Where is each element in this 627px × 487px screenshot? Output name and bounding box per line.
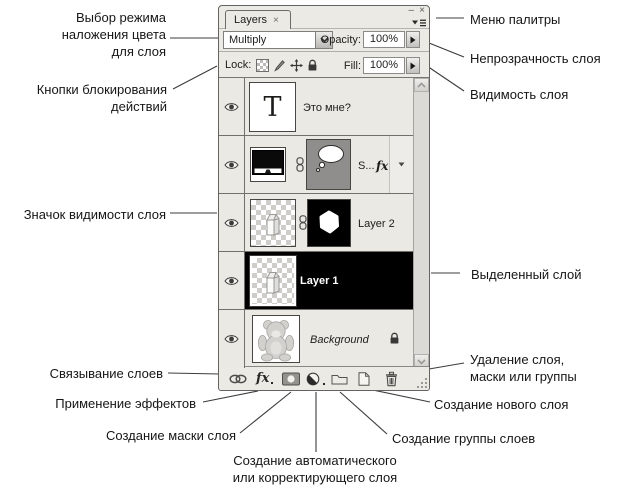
play-arrow-icon bbox=[410, 36, 416, 44]
cube-mask-art bbox=[308, 200, 350, 246]
fill-input[interactable]: 100% bbox=[363, 57, 405, 74]
brush-icon bbox=[273, 59, 286, 72]
minimize-button[interactable]: – bbox=[408, 5, 414, 16]
menu-triangle-lines-icon bbox=[411, 18, 427, 28]
lock-transparency-button[interactable] bbox=[255, 58, 270, 72]
fill-label: Fill: bbox=[343, 60, 361, 72]
layer-name[interactable]: Background bbox=[310, 334, 369, 346]
chain-icon bbox=[229, 374, 247, 384]
callout-create-adjustment: Создание автоматического или корректирующего слоя bbox=[232, 453, 398, 485]
layer-name[interactable]: Layer 2 bbox=[358, 218, 395, 230]
opacity-input[interactable]: 100% bbox=[363, 31, 405, 48]
panel-footer bbox=[219, 366, 429, 390]
mask-link-icon[interactable] bbox=[299, 215, 307, 230]
new-group-button[interactable] bbox=[331, 373, 348, 385]
eye-cell[interactable] bbox=[219, 252, 245, 309]
fx-expand-button[interactable] bbox=[389, 136, 413, 193]
carton-art bbox=[262, 267, 284, 295]
callout-layer-visibility: Видимость слоя bbox=[470, 87, 569, 102]
layer-thumbnail[interactable] bbox=[250, 199, 296, 247]
layer-row-shape-fx[interactable] bbox=[219, 136, 413, 194]
new-layer-button[interactable] bbox=[358, 372, 370, 386]
mask-thumbnail[interactable] bbox=[306, 139, 351, 190]
tab-title: Layers bbox=[234, 14, 268, 26]
mask-thumbnail[interactable] bbox=[307, 199, 351, 247]
callout-delete-layer: Удаление слоя, маски или группы bbox=[470, 352, 577, 384]
carton-art bbox=[262, 209, 284, 237]
adjustment-circle-icon bbox=[306, 372, 321, 386]
scrollbar[interactable] bbox=[413, 78, 429, 368]
blend-options-row bbox=[219, 29, 429, 51]
move-icon bbox=[290, 59, 303, 72]
lock-label: Lock: bbox=[225, 59, 252, 71]
tab-close-icon[interactable]: × bbox=[273, 14, 279, 26]
eye-icon[interactable] bbox=[224, 276, 239, 286]
layer-row-layer1-selected[interactable] bbox=[219, 252, 413, 310]
adjustment-layer-button[interactable] bbox=[306, 372, 325, 386]
layer-thumbnail[interactable] bbox=[250, 147, 286, 182]
callout-apply-effects: Применение эффектов bbox=[55, 396, 196, 411]
eye-icon[interactable] bbox=[224, 102, 239, 112]
scroll-up-button[interactable] bbox=[414, 78, 429, 92]
layer-thumbnail[interactable] bbox=[249, 82, 296, 132]
tab-layers[interactable] bbox=[225, 10, 291, 29]
layer-row-layer2[interactable] bbox=[219, 194, 413, 252]
eye-icon[interactable] bbox=[224, 218, 239, 228]
fx-badge[interactable]: fx bbox=[376, 159, 389, 173]
folder-icon bbox=[331, 373, 348, 385]
fx-dot bbox=[271, 382, 273, 384]
monitor-thumb-art bbox=[251, 148, 285, 181]
layer-name[interactable]: Layer 1 bbox=[300, 275, 339, 287]
close-button[interactable]: × bbox=[419, 5, 425, 16]
opacity-label: Opacity: bbox=[320, 34, 361, 46]
adjustment-dot bbox=[323, 383, 325, 385]
speech-bubble-art bbox=[307, 140, 350, 189]
grip-dots-icon bbox=[417, 378, 428, 389]
mask-link-icon[interactable] bbox=[296, 157, 304, 172]
mask-icon bbox=[282, 372, 300, 385]
layer-thumbnail[interactable] bbox=[252, 315, 300, 363]
eye-cell[interactable] bbox=[219, 310, 245, 368]
chevron-down-icon bbox=[416, 358, 427, 365]
eye-cell[interactable] bbox=[219, 194, 245, 251]
callout-layer-opacity: Непрозрачность слоя bbox=[470, 51, 601, 66]
trash-icon bbox=[385, 371, 398, 386]
lock-row bbox=[219, 51, 429, 77]
callout-lock-buttons: Кнопки блокирования действий bbox=[36, 82, 167, 114]
callout-create-mask: Создание маски слоя bbox=[106, 428, 236, 443]
layer-rows bbox=[219, 78, 413, 368]
play-arrow-icon bbox=[410, 62, 416, 70]
callout-create-group: Создание группы слоев bbox=[392, 431, 536, 446]
layer-name[interactable]: S... bbox=[358, 160, 375, 172]
chevron-down-icon bbox=[398, 162, 405, 167]
layer-name[interactable]: Это мне? bbox=[303, 102, 351, 114]
eye-icon[interactable] bbox=[224, 160, 239, 170]
layer-row-text[interactable] bbox=[219, 78, 413, 136]
callout-create-layer: Создание нового слоя bbox=[434, 397, 569, 412]
opacity-slider-button[interactable] bbox=[406, 31, 420, 48]
callout-selected-layer: Выделенный слой bbox=[471, 267, 582, 282]
layer-row-background[interactable] bbox=[219, 310, 413, 368]
eye-cell[interactable] bbox=[219, 78, 245, 135]
layer-list bbox=[219, 77, 429, 368]
add-mask-button[interactable] bbox=[282, 372, 300, 385]
fx-icon: fx bbox=[256, 370, 270, 386]
palette-menu-button[interactable] bbox=[411, 18, 427, 28]
lock-image-button[interactable] bbox=[272, 58, 287, 72]
callout-link-layers: Связывание слоев bbox=[49, 366, 163, 381]
new-page-icon bbox=[358, 372, 370, 386]
layer-style-button[interactable] bbox=[256, 370, 273, 386]
fill-slider-button[interactable] bbox=[406, 57, 420, 74]
blend-mode-value: Multiply bbox=[229, 34, 267, 46]
callout-palette-menu: Меню палитры bbox=[470, 12, 561, 27]
layer-thumbnail[interactable] bbox=[250, 256, 296, 306]
resize-grip[interactable] bbox=[417, 378, 428, 389]
eye-cell[interactable] bbox=[219, 136, 245, 193]
transparency-icon bbox=[256, 59, 269, 72]
link-layers-button[interactable] bbox=[229, 374, 247, 384]
delete-layer-button[interactable] bbox=[385, 371, 398, 386]
lock-position-button[interactable] bbox=[289, 58, 304, 72]
teddy-bear-art bbox=[254, 316, 298, 362]
text-layer-glyph: T bbox=[263, 91, 282, 123]
layers-panel bbox=[218, 5, 430, 391]
panel-titlebar bbox=[219, 6, 429, 29]
background-lock-icon bbox=[389, 332, 400, 345]
chevron-up-icon bbox=[416, 82, 427, 89]
eye-icon[interactable] bbox=[224, 334, 239, 344]
callout-visibility-icon: Значок видимости слоя bbox=[23, 207, 166, 222]
callout-blend-mode: Выбор режима наложения цвета для слоя bbox=[61, 10, 166, 59]
